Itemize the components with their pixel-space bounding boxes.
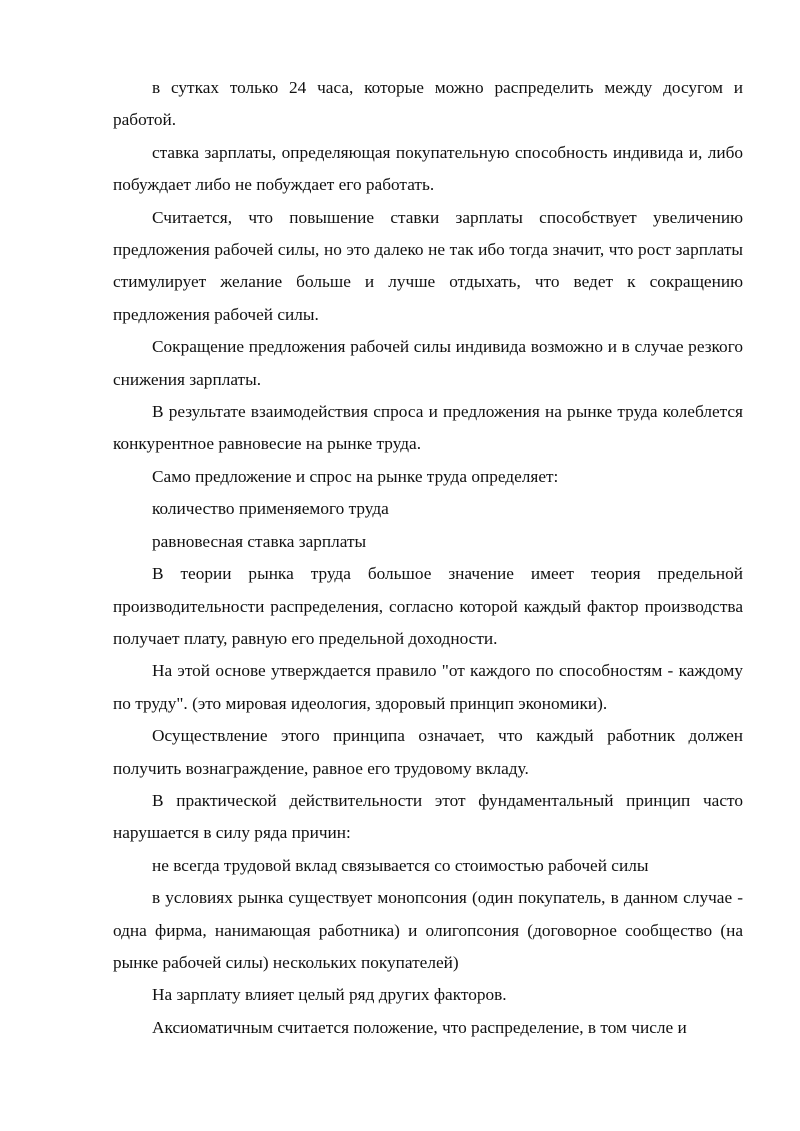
paragraph-wage-rate: ставка зарплаты, определяющая покупательную способность индивида и, либо побуждает либо не побуждает его работать. <box>113 142 743 195</box>
list-item-labor-quantity: количество применяемого труда <box>152 499 389 519</box>
paragraph-daily-hours: в сутках только 24 часа, которые можно распределить между досугом и работой. <box>113 78 743 130</box>
document-page <box>113 72 743 1044</box>
paragraph-axiomatic: Аксиоматичным считается положение, что распределение, в том числе и <box>152 1017 687 1037</box>
list-item-labor-contribution: не всегда трудовой вклад связывается со стоимостью рабочей силы <box>152 855 649 875</box>
paragraph-principle-implementation: Осуществление этого принципа означает, что каждый работник должен получить вознаграждение, равное его трудовому вкладу. <box>113 726 743 778</box>
paragraph-principle-violation: В практической действительности этот фундаментальный принцип часто нарушается в силу ряда причин: <box>113 790 743 843</box>
paragraph-supply-reduction: Сокращение предложения рабочей силы индивида возможно и в случае резкого снижения зарплаты. <box>113 337 743 389</box>
list-item-monopsony: в условиях рынка существует монопсония (один покупатель, в данном случае - одна фирма, нанимающая работника) и олигопсония (договорное сообщество (на рынке рабочей силы) нескольких покупателей) <box>113 888 743 972</box>
paragraph-marginal-productivity: В теории рынка труда большое значение имеет теория предельной производительности распределения, согласно которой каждый фактор производства получает плату, равную его предельной доходности. <box>113 564 743 648</box>
paragraph-market-equilibrium: В результате взаимодействия спроса и предложения на рынке труда колеблется конкурентное равновесие на рынке труда. <box>113 402 743 454</box>
paragraph-wage-increase: Считается, что повышение ставки зарплаты способствует увеличению предложения рабочей силы, но это далеко не так ибо тогда значит, что рост зарплаты стимулирует желание больше и лучше отдыхать, что ведет к сокращению предложения рабочей силы. <box>113 207 743 324</box>
paragraph-rule: На этой основе утверждается правило "от каждого по способностям - каждому по труду". (это мировая идеология, здоровый принцип экономики). <box>113 661 743 713</box>
paragraph-other-factors: На зарплату влияет целый ряд других факторов. <box>152 985 507 1005</box>
list-item-equilibrium-wage: равновесная ставка зарплаты <box>152 531 367 551</box>
paragraph-supply-demand-determines: Само предложение и спрос на рынке труда определяет: <box>152 466 559 486</box>
